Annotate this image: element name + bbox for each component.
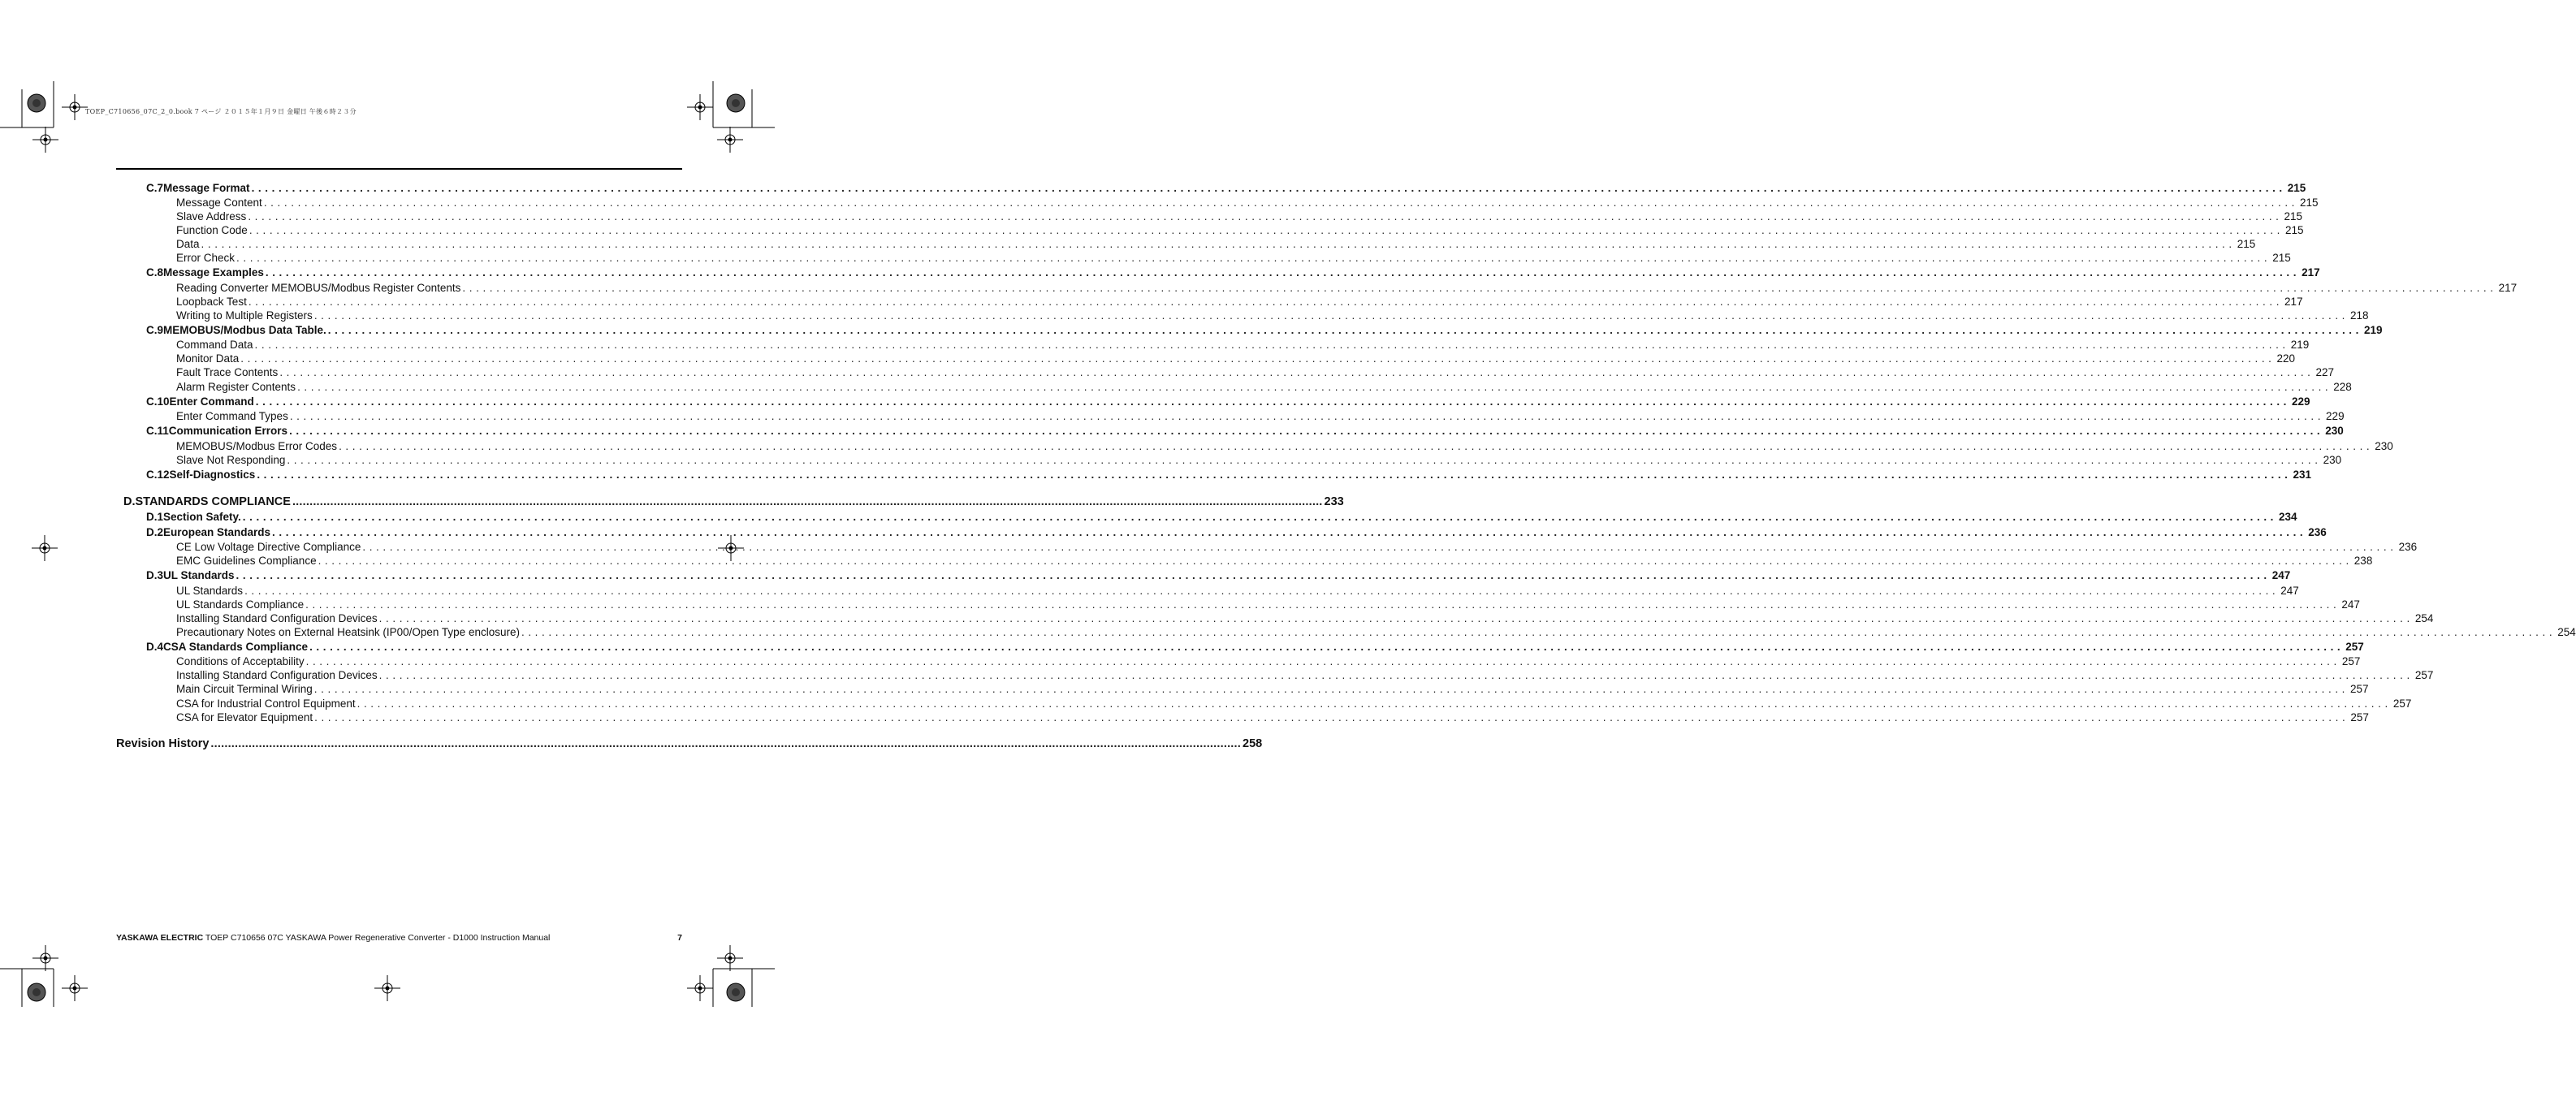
toc-entry[interactable] xyxy=(146,526,2327,538)
toc-entry-page: 236 xyxy=(2308,526,2327,538)
toc-entry-page: 215 xyxy=(2284,210,2303,222)
dot-leader: ............................................................................................................................................................................................................................................................................................................ xyxy=(251,182,2286,194)
toc-entry-page: 257 xyxy=(2350,683,2369,695)
dot-leader: ............................................................................................................................................................................................................................................................................................................ xyxy=(378,612,2414,624)
toc-entry-title: Data xyxy=(176,238,200,250)
dot-leader: ............................................................................................................................................................................................................................................................................................................ xyxy=(313,309,2349,322)
toc-entry-page: 227 xyxy=(2315,366,2335,378)
dot-leader: ............................................................................................................................................................................................................................................................................................................ xyxy=(236,569,2271,581)
toc-entry-number: D. xyxy=(123,495,136,508)
toc-entry[interactable] xyxy=(176,381,2352,393)
toc-entry-title: Revision History xyxy=(116,737,210,750)
toc-entry[interactable] xyxy=(176,366,2335,378)
toc-entry-title: Alarm Register Contents xyxy=(176,381,296,393)
dot-leader: ............................................................................................................................................................................................................................................................................................................ xyxy=(378,669,2414,681)
toc-entry[interactable] xyxy=(146,324,2383,336)
dot-leader: ............................................................................................................................................................................................................................................................................................................ xyxy=(254,339,2289,351)
toc-entry-page: 247 xyxy=(2280,585,2299,597)
toc-entry[interactable] xyxy=(176,238,2256,250)
toc-entry[interactable] xyxy=(146,569,2291,581)
toc-entry-title: CE Low Voltage Directive Compliance xyxy=(176,541,361,553)
toc-entry[interactable] xyxy=(146,266,2320,279)
toc-entry-title: CSA Standards Compliance xyxy=(163,641,309,653)
toc-entry[interactable] xyxy=(176,612,2434,624)
toc-entry-title: EMC Guidelines Compliance xyxy=(176,555,317,567)
toc-entry-page: 238 xyxy=(2353,555,2373,567)
toc-entry-title: Self-Diagnostics xyxy=(169,469,256,481)
toc-entry-page: 230 xyxy=(2375,440,2393,452)
toc-entry-title: Section Safety. xyxy=(163,511,241,523)
dot-leader: ............................................................................................................................................................................................................................................................................................................ xyxy=(462,282,2497,294)
toc-entry-title: Command Data xyxy=(176,339,253,351)
toc-entry[interactable] xyxy=(176,626,2576,638)
toc-entry-number: C.11 xyxy=(146,425,169,437)
toc-entry[interactable] xyxy=(176,555,2373,567)
toc-entry[interactable] xyxy=(176,282,2518,294)
dot-leader: ............................................................................................................................................................................................................................................................................................................ xyxy=(236,252,2271,264)
toc-entry-title: Function Code xyxy=(176,224,248,236)
toc-entry[interactable] xyxy=(146,641,2364,653)
toc-entry-page: 257 xyxy=(2345,641,2364,653)
dot-leader: ............................................................................................................................................................................................................................................................................................................ xyxy=(327,324,2362,336)
toc-entry-page: 220 xyxy=(2276,352,2296,365)
dot-leader: ............................................................................................................................................................................................................................................................................................................ xyxy=(305,598,2340,611)
dot-leader: ............................................................................................................................................................................................................................................................................................................ xyxy=(314,711,2349,723)
toc-entry-title: STANDARDS COMPLIANCE xyxy=(135,495,291,508)
page-number: 7 xyxy=(677,933,682,943)
toc-entry[interactable] xyxy=(176,655,2361,667)
toc-entry-page: 218 xyxy=(2350,309,2369,322)
dot-leader: ............................................................................................................................................................................................................................................................................................................ xyxy=(257,469,2292,481)
dot-leader: ............................................................................................................................................................................................................................................................................................................ xyxy=(248,296,2284,308)
dot-leader: ............................................................................................................................................................................................................................................................................................................ xyxy=(313,683,2349,695)
toc-entry-title: Slave Address xyxy=(176,210,247,222)
dot-leader: ............................................................................................................................................................................................................................................................................................................ xyxy=(309,641,2345,653)
toc-entry[interactable] xyxy=(176,252,2291,264)
toc-entry-page: 257 xyxy=(2392,698,2412,710)
toc-entry[interactable] xyxy=(146,395,2310,408)
toc-entry-title: Error Check xyxy=(176,252,236,264)
toc-entry[interactable] xyxy=(176,440,2393,452)
toc-entry[interactable] xyxy=(176,339,2310,351)
dot-leader: ............................................................................................................................................................................................................................................................................................................ xyxy=(242,511,2278,523)
toc-entry[interactable] xyxy=(176,296,2303,308)
toc-entry-title: CSA for Elevator Equipment xyxy=(176,711,313,723)
toc-entry-title: Communication Errors xyxy=(168,425,288,437)
toc-entry-title: Installing Standard Configuration Devices xyxy=(176,612,378,624)
dot-leader: ............................................................................................................................................................................................................................................................................................................ xyxy=(248,210,2283,222)
toc-entry-page: 217 xyxy=(2498,282,2518,294)
dot-leader: ............................................................................................................................................................................................................................................................................................................ xyxy=(263,197,2299,209)
toc-entry-title: Fault Trace Contents xyxy=(176,366,279,378)
toc-entry-page: 230 xyxy=(2325,425,2344,437)
toc-entry-number: C.9 xyxy=(146,324,164,336)
toc-entry-number: C.10 xyxy=(146,395,170,408)
toc-entry-page: 229 xyxy=(2326,410,2345,422)
toc-entry-title: Installing Standard Configuration Devices xyxy=(176,669,378,681)
toc-entry-title: CSA for Industrial Control Equipment xyxy=(176,698,356,710)
toc-entry-number: C.8 xyxy=(146,266,164,279)
toc-entry-page: 233 xyxy=(1324,495,1344,508)
footer-manual-title: TOEP C710656 07C YASKAWA Power Regenerative Converter - D1000 Instruction Manual xyxy=(205,933,551,943)
toc-entry-page: 254 xyxy=(2557,626,2576,638)
dot-leader: ............................................................................................................................................................................................................................................................................................................ xyxy=(357,698,2392,710)
toc-entry-number: D.3 xyxy=(146,569,164,581)
toc-entry-number: D.1 xyxy=(146,511,164,523)
toc-entry-number: D.4 xyxy=(146,641,164,653)
toc-entry-page: 230 xyxy=(2323,454,2342,466)
dot-leader: ............................................................................................................................................................................................................................................................................................................ xyxy=(244,585,2280,597)
header-rule xyxy=(116,168,682,170)
toc-entry-title: MEMOBUS/Modbus Data Table. xyxy=(163,324,326,336)
toc-entry-page: 215 xyxy=(2237,238,2256,250)
toc-entry-title: Main Circuit Terminal Wiring xyxy=(176,683,313,695)
toc-entry[interactable] xyxy=(176,669,2434,681)
toc-entry-title: Message Content xyxy=(176,197,262,209)
footer-text xyxy=(116,933,550,943)
toc-entry[interactable] xyxy=(146,182,2306,194)
toc-entry-page: 215 xyxy=(2300,197,2319,209)
dot-leader: ............................................................................................................................................................................................................................................................................................................ xyxy=(289,410,2325,422)
toc-entry[interactable] xyxy=(116,737,1263,750)
dot-leader: ............................................................................................................................................................................................................................................................................................................ xyxy=(249,224,2284,236)
footer-brand: YASKAWA ELECTRIC xyxy=(116,933,204,943)
toc-entry-page: 217 xyxy=(2302,266,2320,279)
toc-entry-page: 217 xyxy=(2284,296,2303,308)
toc-entry-title: Loopback Test xyxy=(176,296,247,308)
dot-leader: ............................................................................................................................................................................................................................................................................................................ xyxy=(279,366,2315,378)
toc-entry[interactable] xyxy=(176,197,2319,209)
toc-entry[interactable] xyxy=(176,224,2304,236)
toc-entry-page: 257 xyxy=(2341,655,2361,667)
toc-entry[interactable] xyxy=(176,410,2345,422)
page-footer xyxy=(116,933,682,943)
toc-entry-page: 257 xyxy=(2350,711,2369,723)
dot-leader: ............................................................................................................................................................................................................................................................................................................ xyxy=(265,266,2301,279)
toc-entry[interactable] xyxy=(176,309,2369,322)
dot-leader: ............................................................................................................................................................................................................................................................................................................ xyxy=(305,655,2340,667)
toc-entry-title: Conditions of Acceptability xyxy=(176,655,305,667)
toc-entry-title: UL Standards xyxy=(176,585,244,597)
toc-entry[interactable] xyxy=(146,469,2312,481)
toc-entry-page: 254 xyxy=(2414,612,2434,624)
toc-entry-title: UL Standards Compliance xyxy=(176,598,305,611)
toc-entry-title: Message Format xyxy=(163,182,250,194)
toc-entry-title: Enter Command xyxy=(169,395,254,408)
toc-entry-page: 234 xyxy=(2279,511,2297,523)
toc-entry-page: 215 xyxy=(2287,182,2306,194)
toc-entry-page: 219 xyxy=(2290,339,2310,351)
toc-entry-page: 215 xyxy=(2272,252,2291,264)
toc-entry-number: C.12 xyxy=(146,469,170,481)
toc-entry[interactable] xyxy=(176,585,2299,597)
toc-entry[interactable] xyxy=(176,711,2369,723)
toc-entry[interactable] xyxy=(176,210,2303,222)
dot-leader: ............................................................................................................................................................................................................................................................................................................ xyxy=(240,352,2276,365)
toc-entry-number: D.2 xyxy=(146,526,164,538)
toc-entry[interactable] xyxy=(146,511,2297,523)
toc-entry-page: 257 xyxy=(2414,669,2434,681)
dot-leader: ............................................................................................................................................................................................................................................................................................................ xyxy=(289,425,2324,437)
toc-entry-page: 229 xyxy=(2292,395,2310,408)
toc-entry[interactable] xyxy=(176,541,2418,553)
toc-entry-title: MEMOBUS/Modbus Error Codes xyxy=(176,440,338,452)
toc-entry-page: 247 xyxy=(2271,569,2291,581)
toc-entry-page: 258 xyxy=(1243,737,1263,750)
toc-entry-title: Enter Command Types xyxy=(176,410,288,422)
toc-entry[interactable] xyxy=(176,698,2412,710)
toc-entry-page: 219 xyxy=(2364,324,2383,336)
toc-entry-title: Reading Converter MEMOBUS/Modbus Register Contents xyxy=(176,282,461,294)
toc-entry-title: UL Standards xyxy=(163,569,235,581)
dot-leader: ............................................................................................................................................................................................................................................................................................................ xyxy=(255,395,2291,408)
toc-entry-page: 215 xyxy=(2285,224,2304,236)
dot-leader: ............................................................................................................................................................................................................................................................................................................ xyxy=(287,454,2322,466)
dot-leader: ............................................................................................................................................................................................................................................................................................................ xyxy=(272,526,2307,538)
dot-leader: ............................................................................................................................................................................................................................................................................................................ xyxy=(339,440,2374,452)
dot-leader: ............................................................................................................................................................................................................................................................................................................ xyxy=(318,555,2353,567)
toc-entry[interactable] xyxy=(176,454,2342,466)
dot-leader: ............................................................................................................................................................................................................................................................................................................ xyxy=(297,381,2332,393)
toc-entry-number: C.7 xyxy=(146,182,164,194)
toc-entry-page: 231 xyxy=(2293,469,2312,481)
toc-entry[interactable] xyxy=(176,683,2369,695)
toc-entry-title: Writing to Multiple Registers xyxy=(176,309,313,322)
dot-leader: ............................................................................................................................................................................................................................................................................................................ xyxy=(210,737,1241,750)
toc-entry-title: Message Examples xyxy=(163,266,264,279)
toc-entry-title: Monitor Data xyxy=(176,352,240,365)
print-header: TOEP_C710656_07C_2_0.book 7 ページ ２０１５年１月９日 金曜日 午後６時２３分 xyxy=(85,108,357,115)
toc-entry[interactable] xyxy=(176,352,2296,365)
dot-leader: ............................................................................................................................................................................................................................................................................................................ xyxy=(201,238,2236,250)
toc-entry[interactable] xyxy=(146,425,2344,437)
dot-leader: ............................................................................................................................................................................................................................................................................................................ xyxy=(362,541,2397,553)
toc-entry-title: Precautionary Notes on External Heatsink (IP00/Open Type enclosure) xyxy=(176,626,520,638)
toc-entry[interactable] xyxy=(123,495,1344,508)
toc-entry[interactable] xyxy=(176,598,2360,611)
toc-entry-title: European Standards xyxy=(163,526,271,538)
toc-entry-page: 236 xyxy=(2398,541,2418,553)
toc-entry-page: 228 xyxy=(2333,381,2352,393)
toc-entry-page: 247 xyxy=(2341,598,2360,611)
dot-leader: ............................................................................................................................................................................................................................................................................................................ xyxy=(292,495,1323,508)
toc-entry-title: Slave Not Responding xyxy=(176,454,286,466)
dot-leader: ............................................................................................................................................................................................................................................................................................................ xyxy=(521,626,2557,638)
